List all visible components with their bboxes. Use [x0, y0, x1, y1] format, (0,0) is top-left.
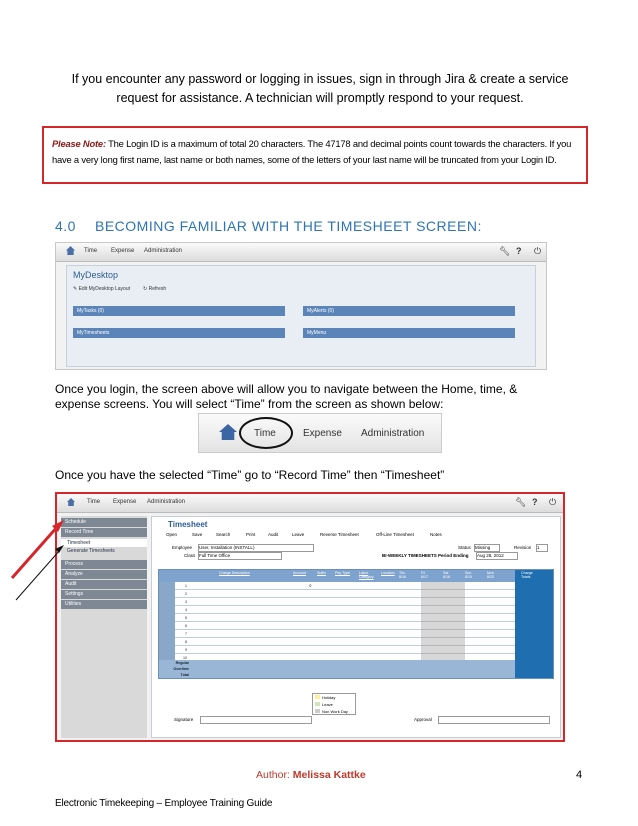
- col-account[interactable]: Account: [293, 571, 306, 575]
- status-label: Status: [458, 545, 471, 550]
- row-number: 10: [183, 656, 187, 660]
- sidebar-label: Audit: [65, 581, 77, 587]
- note-label: Please Note:: [52, 138, 106, 149]
- desktop-title: MyDesktop: [73, 270, 119, 280]
- col-fri: Fri 8/17: [421, 571, 428, 579]
- summary-total: Total: [180, 673, 189, 677]
- note-text: The Login ID is a maximum of total 20 characters. The 47178 and decimal points count towards the characters. If you have a very long first name, last name or both names, some of the letters of your last name will be truncated from your Login ID.: [52, 138, 572, 165]
- panel-mytimesheets-label: MyTimesheets: [77, 330, 110, 336]
- edit-layout-label: Edit MyDesktop Layout: [78, 286, 131, 292]
- sidebar-label: Utilities: [65, 601, 82, 607]
- reverse-timesheet-button[interactable]: Reverse Timesheet: [320, 532, 359, 537]
- edit-layout-link[interactable]: ✎ Edit MyDesktop Layout: [73, 286, 131, 292]
- sidebar-label: Timesheet: [67, 540, 91, 546]
- zoom-tab-expense[interactable]: Expense: [303, 428, 342, 439]
- col-sun: Sun 8/19: [465, 571, 472, 579]
- sidebar-label: Generate Timesheets: [67, 548, 115, 554]
- leave-button[interactable]: Leave: [292, 532, 305, 537]
- col-thu: Thu 8/16: [399, 571, 406, 579]
- sidebar-label: Process: [65, 561, 84, 567]
- help-icon[interactable]: ?: [516, 246, 522, 256]
- class-value: Full Time Office: [199, 553, 231, 558]
- summary-regular: Regular: [175, 661, 189, 665]
- power-icon[interactable]: ⏻: [549, 497, 557, 507]
- paragraph-record-time: Once you have the selected “Time” go to “Record Time” then “Timesheet”: [55, 468, 445, 482]
- power-icon[interactable]: ⏻: [534, 246, 542, 256]
- section-number: 4.0: [55, 218, 76, 234]
- help-icon[interactable]: ?: [532, 497, 538, 507]
- intro-paragraph: If you encounter any password or logging in issues, sign in through Jira & create a service request for assistance. A technician will promptly respond to your request.: [71, 72, 569, 105]
- panel-mytasks-label: MyTasks (0): [77, 308, 104, 314]
- ts-tab-time[interactable]: Time: [87, 499, 101, 505]
- panel-myalerts-label: MyAlerts (0): [307, 308, 334, 314]
- author-name: Melissa Kattke: [292, 769, 366, 781]
- row-number: 8: [185, 640, 187, 644]
- col-labor-category[interactable]: Labor Category: [359, 571, 374, 579]
- sidebar-label: Settings: [65, 591, 84, 597]
- col-location[interactable]: Location: [381, 571, 395, 575]
- desktop-tab-time[interactable]: Time: [84, 248, 98, 254]
- sidebar-label: Analyze: [65, 571, 83, 577]
- timesheet-title: Timesheet: [168, 520, 208, 529]
- search-button[interactable]: Search: [216, 532, 231, 537]
- employee-value: User, Installation (INSTALL): [199, 545, 255, 550]
- row-number: 6: [185, 624, 187, 628]
- page-number: 4: [576, 769, 583, 781]
- section-title: BECOMING FAMILIAR WITH THE TIMESHEET SCREEN:: [95, 218, 482, 234]
- signature-label: Signature: [174, 717, 194, 722]
- legend-label: Holiday: [322, 695, 336, 700]
- account-search-icon[interactable]: ⌕: [309, 583, 312, 589]
- open-button[interactable]: Open: [166, 532, 178, 537]
- ts-tab-expense[interactable]: Expense: [113, 499, 137, 505]
- notes-button[interactable]: Notes: [430, 532, 442, 537]
- col-pay-type[interactable]: Pay Type: [335, 571, 350, 575]
- col-charge-description[interactable]: Charge Description: [219, 571, 250, 575]
- red-arrow-line: [12, 526, 58, 578]
- save-button[interactable]: Save: [192, 532, 203, 537]
- desktop-tab-expense[interactable]: Expense: [111, 248, 135, 254]
- row-number: 1: [185, 584, 187, 588]
- offline-timesheet-button[interactable]: Off-Line Timesheet: [376, 532, 414, 537]
- summary-overtime: Overtime: [173, 667, 189, 671]
- zoom-tab-administration[interactable]: Administration: [361, 428, 425, 439]
- wrench-icon[interactable]: 🔧︎: [515, 497, 527, 507]
- period-label: BI-WEEKLY TIMESHEETS Period Ending: [382, 553, 469, 558]
- footer-author: [256, 769, 366, 781]
- print-button[interactable]: Print: [246, 532, 256, 537]
- revision-value: 1: [537, 545, 540, 550]
- audit-button[interactable]: Audit: [268, 532, 279, 537]
- black-arrow-head: [55, 545, 64, 553]
- row-number: 4: [185, 608, 187, 612]
- class-label: Class: [184, 553, 196, 558]
- panel-mymenu-label: MyMenu: [307, 330, 327, 336]
- legend-label: Leave: [322, 702, 333, 707]
- author-label: Author:: [256, 769, 290, 781]
- col-charge-totals: Charge Totals: [521, 571, 533, 579]
- paragraph-login-screen: Once you login, the screen above will allow you to navigate between the Home, time, & expense screens. You will select “Time” from the screen as shown below:: [55, 382, 518, 411]
- employee-label: Employee: [172, 545, 193, 550]
- col-suffix[interactable]: Suffix: [317, 571, 326, 575]
- zoom-tab-time[interactable]: Time: [254, 428, 276, 439]
- legend-label: Non Work Day: [322, 709, 348, 714]
- row-number: 3: [185, 600, 187, 604]
- approval-label: Approval: [414, 717, 432, 722]
- col-mon: Mon 8/20: [487, 571, 494, 579]
- row-number: 7: [185, 632, 187, 636]
- footer-guide-title: Electronic Timekeeping – Employee Training Guide: [55, 798, 273, 809]
- row-number: 9: [185, 648, 187, 652]
- row-number: 5: [185, 616, 187, 620]
- sidebar-label: Record Time: [65, 529, 94, 535]
- black-arrow-line: [16, 550, 60, 600]
- sidebar-label: Schedule: [65, 519, 86, 525]
- status-value: Missing: [475, 545, 491, 550]
- refresh-label: Refresh: [148, 286, 167, 292]
- period-value: Aug 28, 2012: [477, 553, 504, 558]
- refresh-link[interactable]: ↻ Refresh: [143, 286, 167, 292]
- row-number: 2: [185, 592, 187, 596]
- ts-tab-administration[interactable]: Administration: [147, 499, 186, 505]
- col-sat: Sat 8/18: [443, 571, 450, 579]
- wrench-icon[interactable]: 🔧︎: [499, 246, 511, 256]
- desktop-tab-administration[interactable]: Administration: [144, 248, 183, 254]
- revision-label: Revision: [514, 545, 532, 550]
